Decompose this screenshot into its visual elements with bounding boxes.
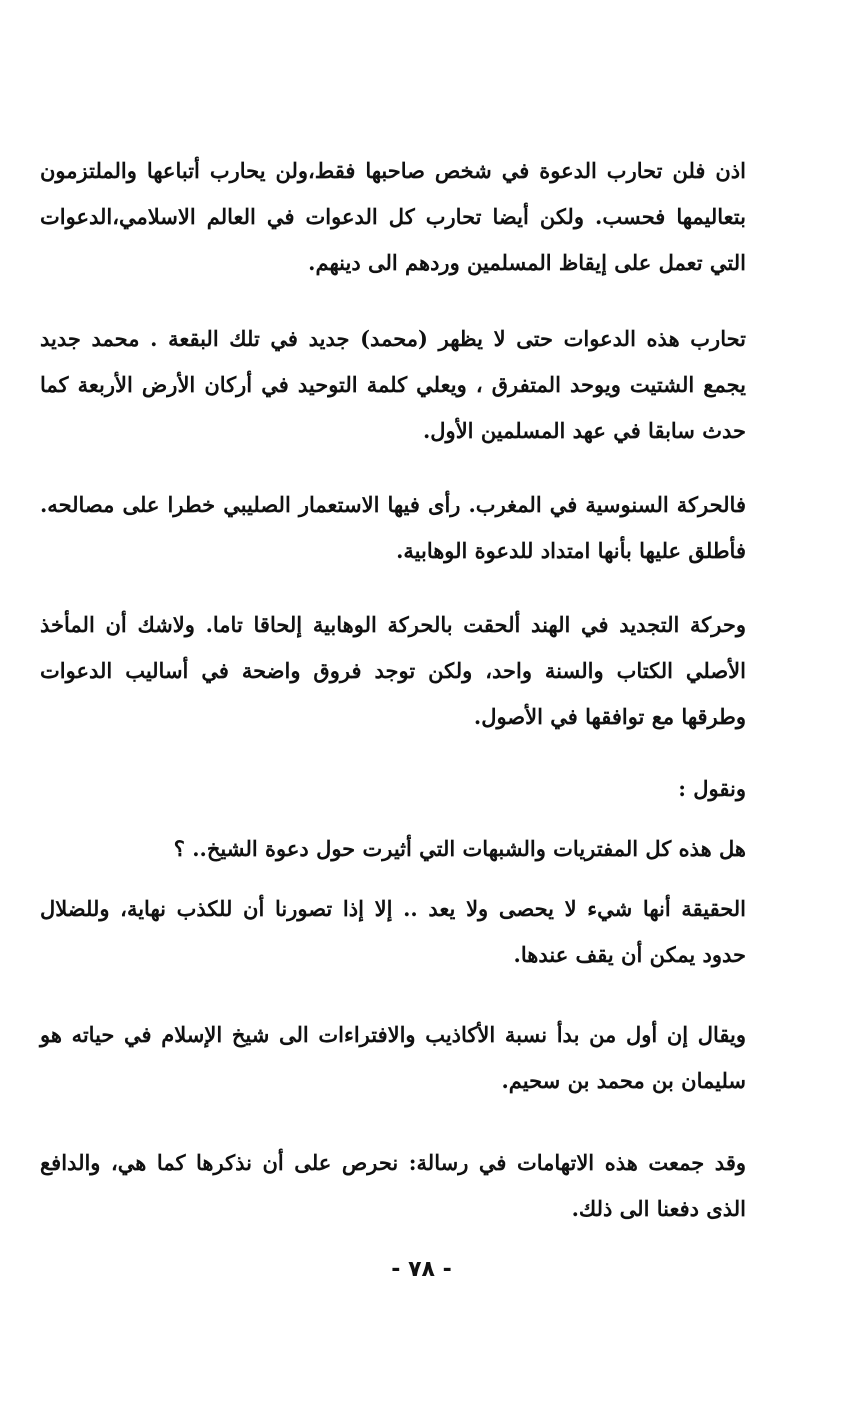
paragraph-2: تحارب هذه الدعوات حتى لا يظهر (محمد) جديد في تلك البقعة . محمد جديد يجمع الشتيت ويوحد المتفرق ، ويعلي كلمة التوحيد في أركان الأرض الأربعة كما حدث سابقا في عهد المسلمين الأول. <box>40 326 746 443</box>
paragraph-5: ونقول : <box>678 776 746 801</box>
paragraph-9: وقد جمعت هذه الاتهامات في رسالة: نحرص على أن نذكرها كما هي، والدافع الذى دفعنا الى ذلك. <box>40 1150 746 1221</box>
paragraph-1: اذن فلن تحارب الدعوة في شخص صاحبها فقط،ولن يحارب أتباعها والملتزمون بتعاليمها فحسب. ولكن أيضا تحارب كل الدعوات في العالم الاسلامي،الدعوات التي تعمل على إيقاظ المسلمين وردهم الى دينهم. <box>40 158 746 275</box>
paragraph-6: هل هذه كل المفتريات والشبهات التي أثيرت حول دعوة الشيخ.. ؟ <box>173 836 746 861</box>
paragraph-4: وحركة التجديد في الهند ألحقت بالحركة الوهابية إلحاقا تاما. ولاشك أن المأخذ الأصلي الكتاب والسنة واحد، ولكن توجد فروق واضحة في أساليب الدعوات وطرقها مع توافقها في الأصول. <box>40 612 746 729</box>
paragraph-7: الحقيقة أنها شيء لا يحصى ولا يعد .. إلا إذا تصورنا أن للكذب نهاية، وللضلال حدود يمكن أن يقف عندها. <box>40 896 746 967</box>
page-number: - ٧٨ - <box>391 1257 452 1282</box>
paragraph-8: ويقال إن أول من بدأ نسبة الأكاذيب والافتراءات الى شيخ الإسلام في حياته هو سليمان بن محمد بن سحيم. <box>40 1022 747 1093</box>
paragraph-3: فالحركة السنوسية في المغرب. رأى فيها الاستعمار الصليبي خطرا على مصالحه. فأطلق عليها بأنها امتداد للدعوة الوهابية. <box>40 492 746 563</box>
